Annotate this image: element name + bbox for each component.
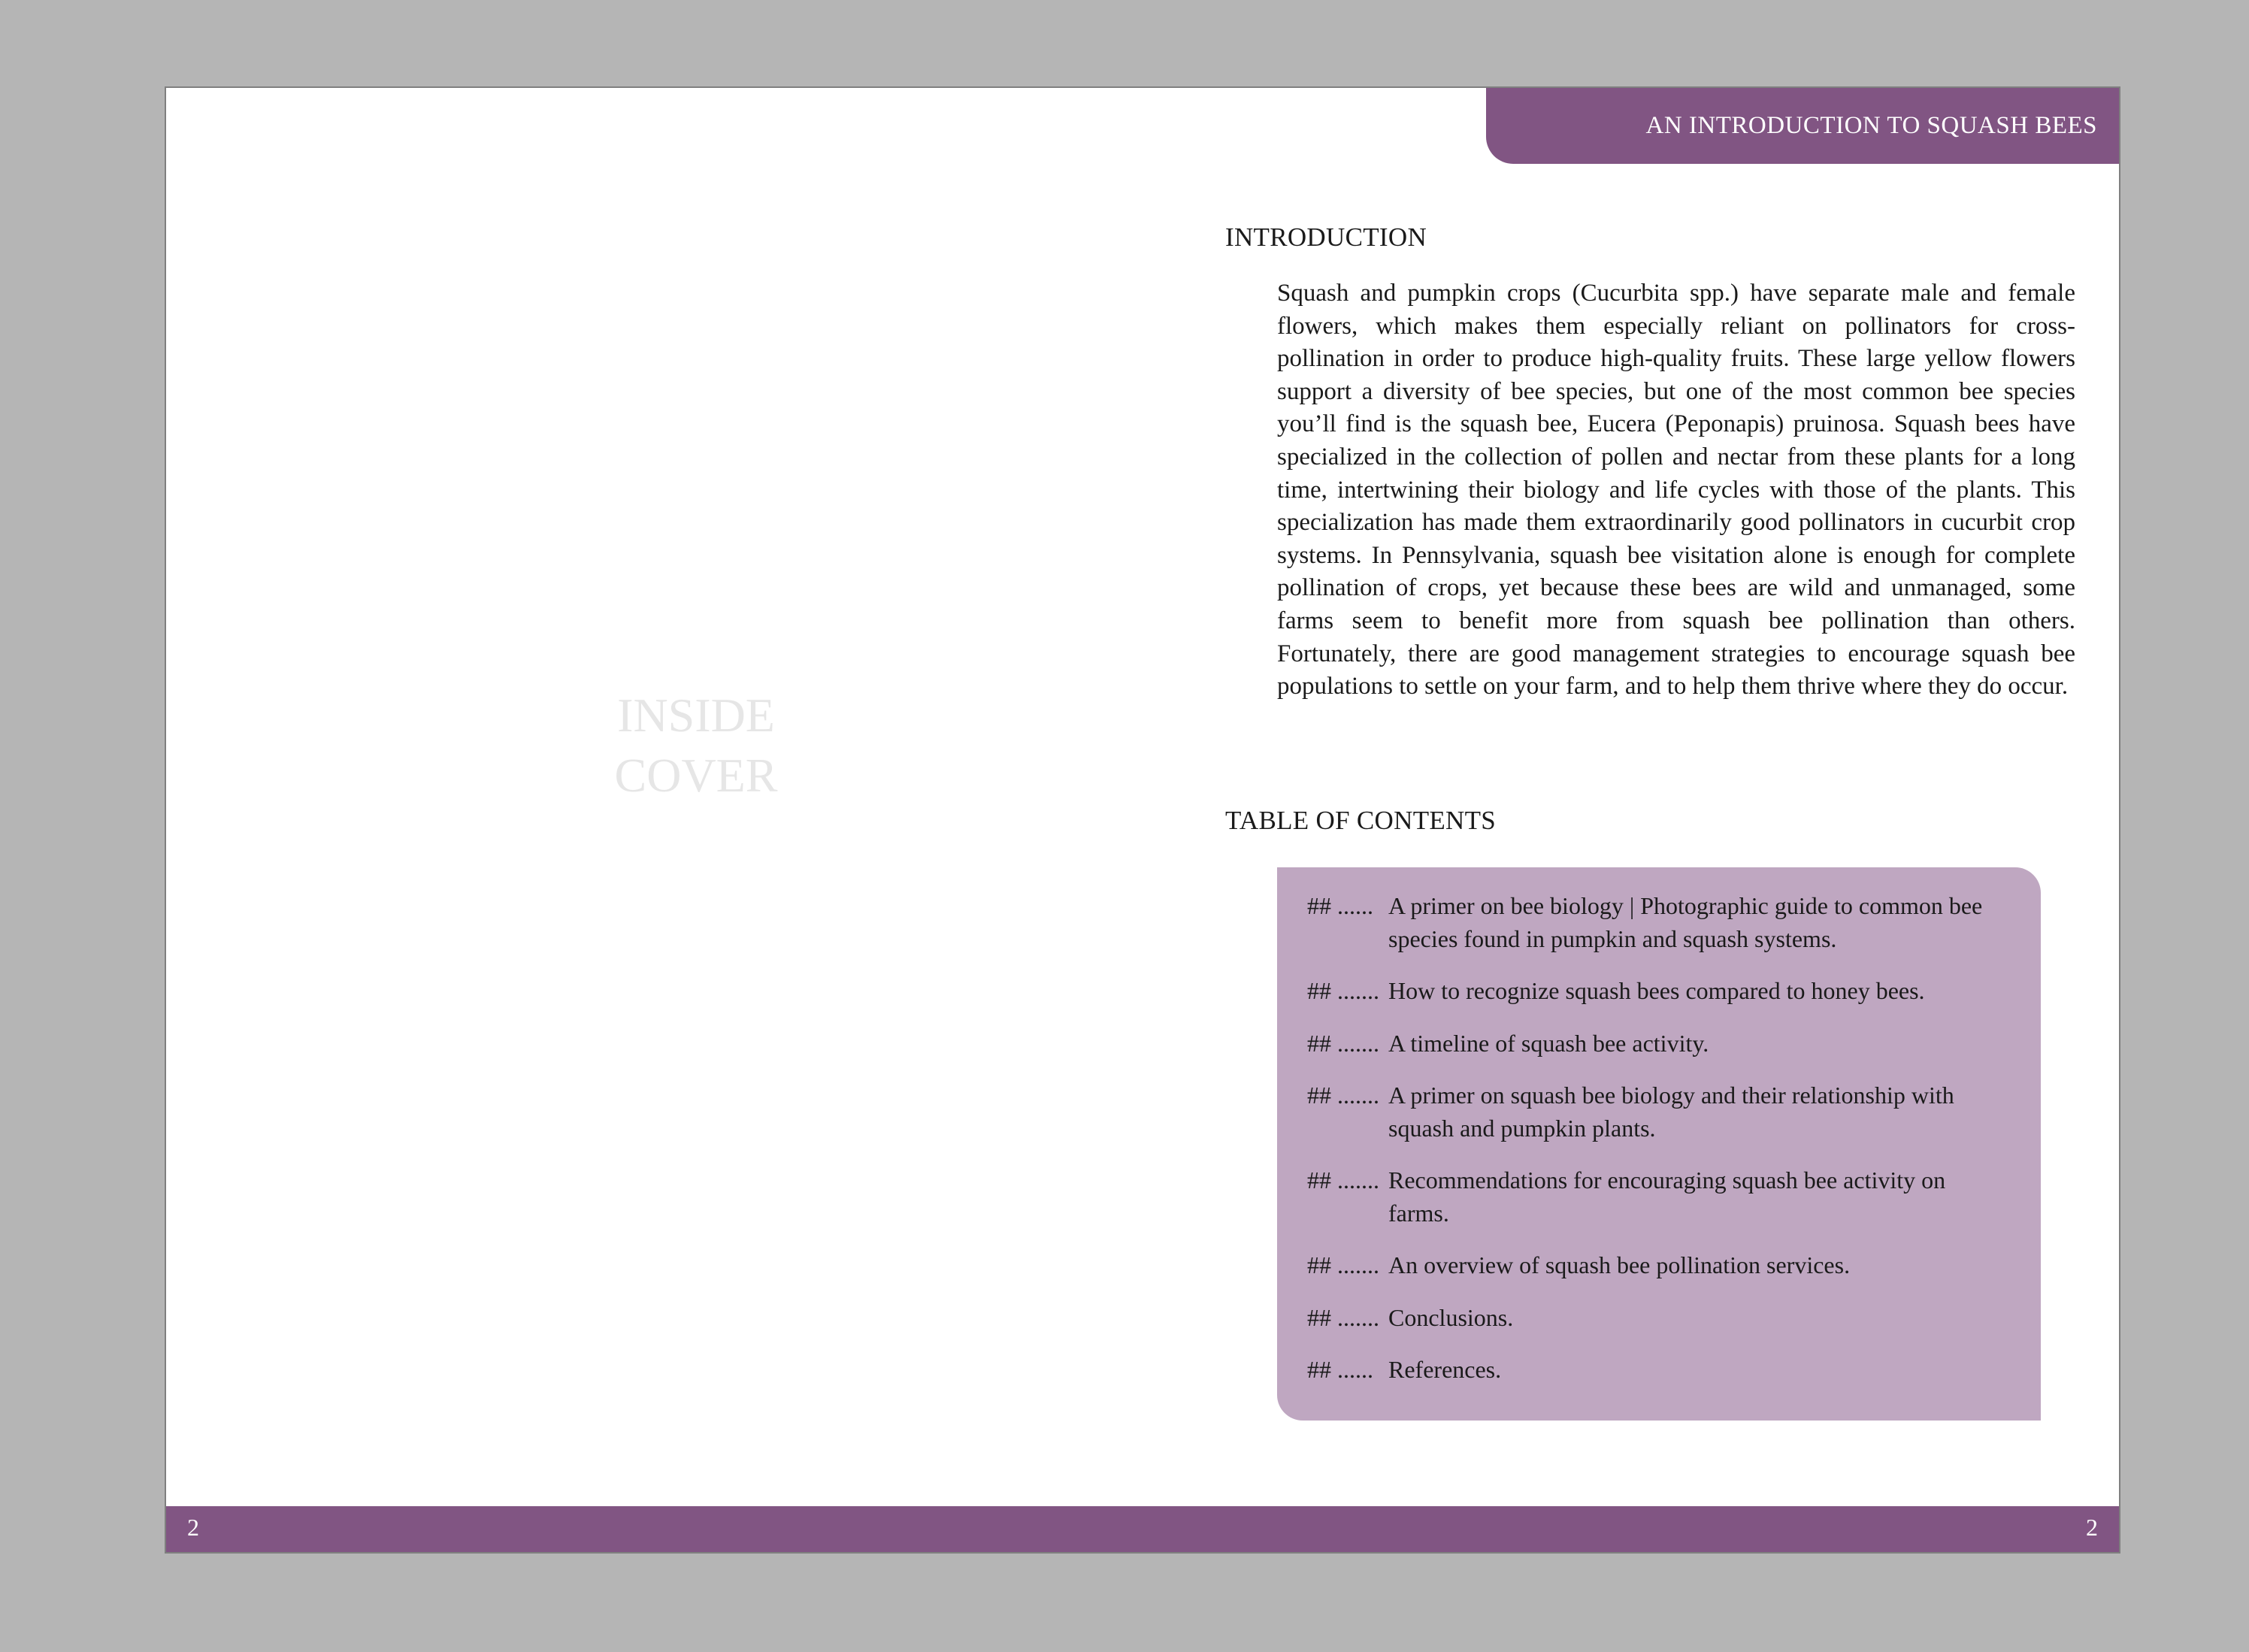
toc-item-number: ## ...... xyxy=(1307,1356,1373,1383)
toc-item-label: References. xyxy=(1388,1356,1502,1383)
toc-item[interactable] xyxy=(1307,1027,2011,1060)
booklet-spread xyxy=(165,86,2120,1554)
running-header xyxy=(1486,88,2119,164)
toc-item[interactable] xyxy=(1307,1302,2011,1335)
running-header-title: AN INTRODUCTION TO SQUASH BEES xyxy=(1645,112,2097,139)
toc-item-number: ## ....... xyxy=(1307,1166,1379,1194)
toc-item[interactable] xyxy=(1307,1249,2011,1282)
toc-item-label: How to recognize squash bees compared to honey bees. xyxy=(1388,977,1925,1004)
toc-item[interactable] xyxy=(1307,1079,2011,1145)
toc-item[interactable] xyxy=(1307,1164,2011,1230)
toc-item[interactable] xyxy=(1307,975,2011,1008)
introduction-heading: INTRODUCTION xyxy=(1225,222,1427,252)
toc-item-number: ## ....... xyxy=(1307,977,1379,1004)
toc-box xyxy=(1277,867,2041,1421)
toc-item[interactable] xyxy=(1307,890,2011,955)
toc-item-label: A primer on squash bee biology and their relationship with squash and pumpkin plants. xyxy=(1388,1082,1954,1142)
toc-item-label: Recommendations for encouraging squash bee activity on farms. xyxy=(1388,1166,1946,1227)
toc-item-number: ## ....... xyxy=(1307,1029,1379,1057)
toc-item[interactable] xyxy=(1307,1354,2011,1387)
introduction-body: Squash and pumpkin crops (Cucurbita spp.) have separate male and female flowers, which makes them especially reliant on pollinators for cross-pollination in order to produce high-quality fruits. These large yellow flowers support a diversity of bee species, but one of the most common bee species you’ll find is the squash bee, Eucera (Peponapis) pruinosa. Squash bees have specialized in the collection of pollen and nectar from these plants for a long time, intertwining their biology and life cycles with those of the plants. This specialization has made them extraordinarily good pollinators in cucurbit crop systems. In Pennsylvania, squash bee visitation alone is enough for complete pollination of crops, yet because these bees are wild and unmanaged, some farms seem to benefit more from squash bee pollination than others. Fortunately, there are good management strategies to encourage squash bee populations to settle on your farm, and to help them thrive where they do occur. xyxy=(1277,280,2075,700)
toc-item-number: ## ....... xyxy=(1307,1303,1379,1331)
footer-bar xyxy=(166,1506,2119,1552)
toc-item-number: ## ....... xyxy=(1307,1251,1379,1278)
inside-cover-placeholder xyxy=(572,685,820,806)
toc-item-label: A timeline of squash bee activity. xyxy=(1388,1029,1709,1057)
toc-heading: TABLE OF CONTENTS xyxy=(1225,806,1497,835)
toc-item-label: A primer on bee biology | Photographic guide to common bee species found in pumpkin and squash systems. xyxy=(1388,892,1983,952)
toc-item-number: ## ...... xyxy=(1307,892,1373,919)
inside-cover-line-1: INSIDE xyxy=(617,688,775,742)
toc-item-number: ## ....... xyxy=(1307,1082,1379,1109)
inside-cover-line-2: COVER xyxy=(614,749,778,802)
page-number-right: 2 xyxy=(2086,1514,2098,1541)
toc-item-label: Conclusions. xyxy=(1388,1303,1514,1331)
page-number-left: 2 xyxy=(187,1514,199,1541)
toc-item-label: An overview of squash bee pollination services. xyxy=(1388,1251,1851,1278)
